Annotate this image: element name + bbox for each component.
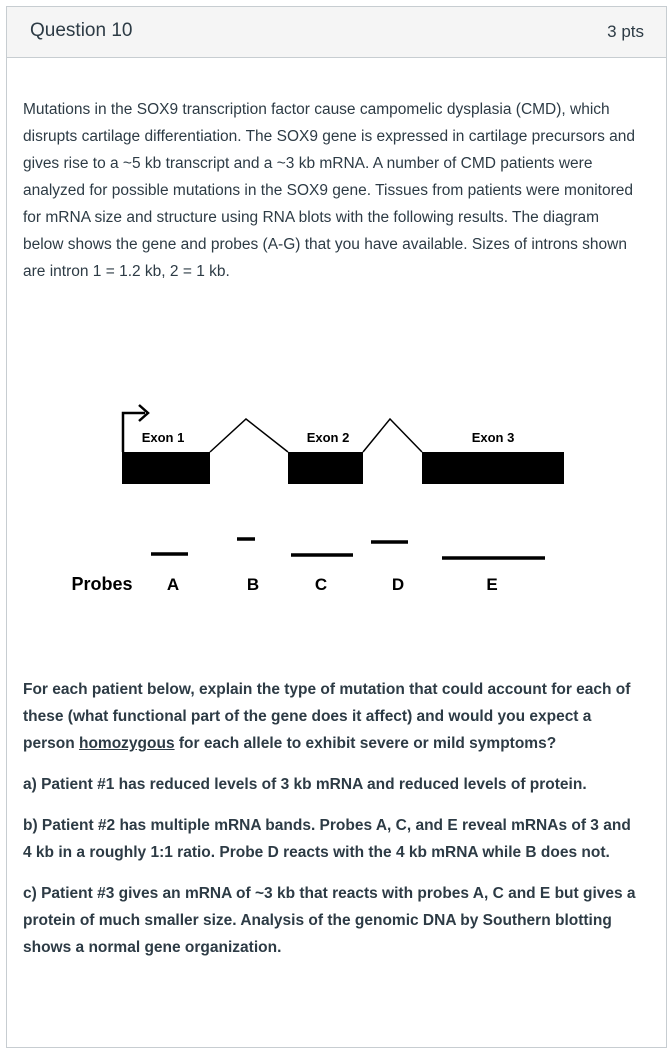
probe-b-label: B xyxy=(246,575,260,594)
intron-1-line xyxy=(210,419,288,452)
exon-2-box xyxy=(288,452,363,484)
gene-diagram xyxy=(0,390,671,610)
patient-2-question: b) Patient #2 has multiple mRNA bands. Probes A, C, and E reveal mRNAs of 3 and 4 kb in a roughly 1:1 ratio. Probe D reacts with the 4 kb mRNA while B does not. xyxy=(23,817,631,861)
patient-3-question: c) Patient #3 gives an mRNA of ~3 kb that reacts with probes A, C and E but gives a protein of much smaller size. Analysis of the genomic DNA by Southern blotting shows a normal gene organization. xyxy=(23,885,636,956)
intro-paragraph: Mutations in the SOX9 transcription factor cause campomelic dysplasia (CMD), which disrupts cartilage differentiation. The SOX9 gene is expressed in cartilage precursors and gives rise to a ~5 kb transcript and a ~3 kb mRNA. A number of CMD patients were analyzed for possible mutations in the SOX9 gene. Tissues from patients were monitored for mRNA size and structure using RNA blots with the following results. The diagram below shows the gene and probes (A-G) that you have available. Sizes of introns shown are intron 1 = 1.2 kb, 2 = 1 kb. xyxy=(23,101,636,280)
homozygous-term: homozygous xyxy=(78,735,175,752)
probe-a-label: A xyxy=(166,575,180,594)
probe-d-label: D xyxy=(391,575,405,594)
exon-3-label: Exon 3 xyxy=(471,430,515,445)
probe-c-label: C xyxy=(314,575,328,594)
exon-1-box xyxy=(122,452,210,484)
intron-2-line xyxy=(363,419,422,452)
exon-2-label: Exon 2 xyxy=(306,430,350,445)
question-title: Question 10 xyxy=(30,20,133,41)
probes-label: Probes xyxy=(71,574,133,594)
question-header xyxy=(7,7,666,58)
patient-1-question: a) Patient #1 has reduced levels of 3 kb mRNA and reduced levels of protein. xyxy=(23,776,587,793)
question-prompt xyxy=(23,676,643,757)
exon-3-box xyxy=(422,452,564,484)
question-body xyxy=(23,96,638,285)
probe-e-label: E xyxy=(486,575,498,594)
exon-1-label: Exon 1 xyxy=(141,430,185,445)
patient-questions xyxy=(23,676,643,975)
prompt-text-end: for each allele to exhibit severe or mild symptoms? xyxy=(174,735,557,752)
question-points: 3 pts xyxy=(607,22,644,41)
prompt-text: For each patient below, explain the type of mutation that could account for each of these (what functional part of the gene does it affect) and would you expect a person xyxy=(23,681,631,752)
